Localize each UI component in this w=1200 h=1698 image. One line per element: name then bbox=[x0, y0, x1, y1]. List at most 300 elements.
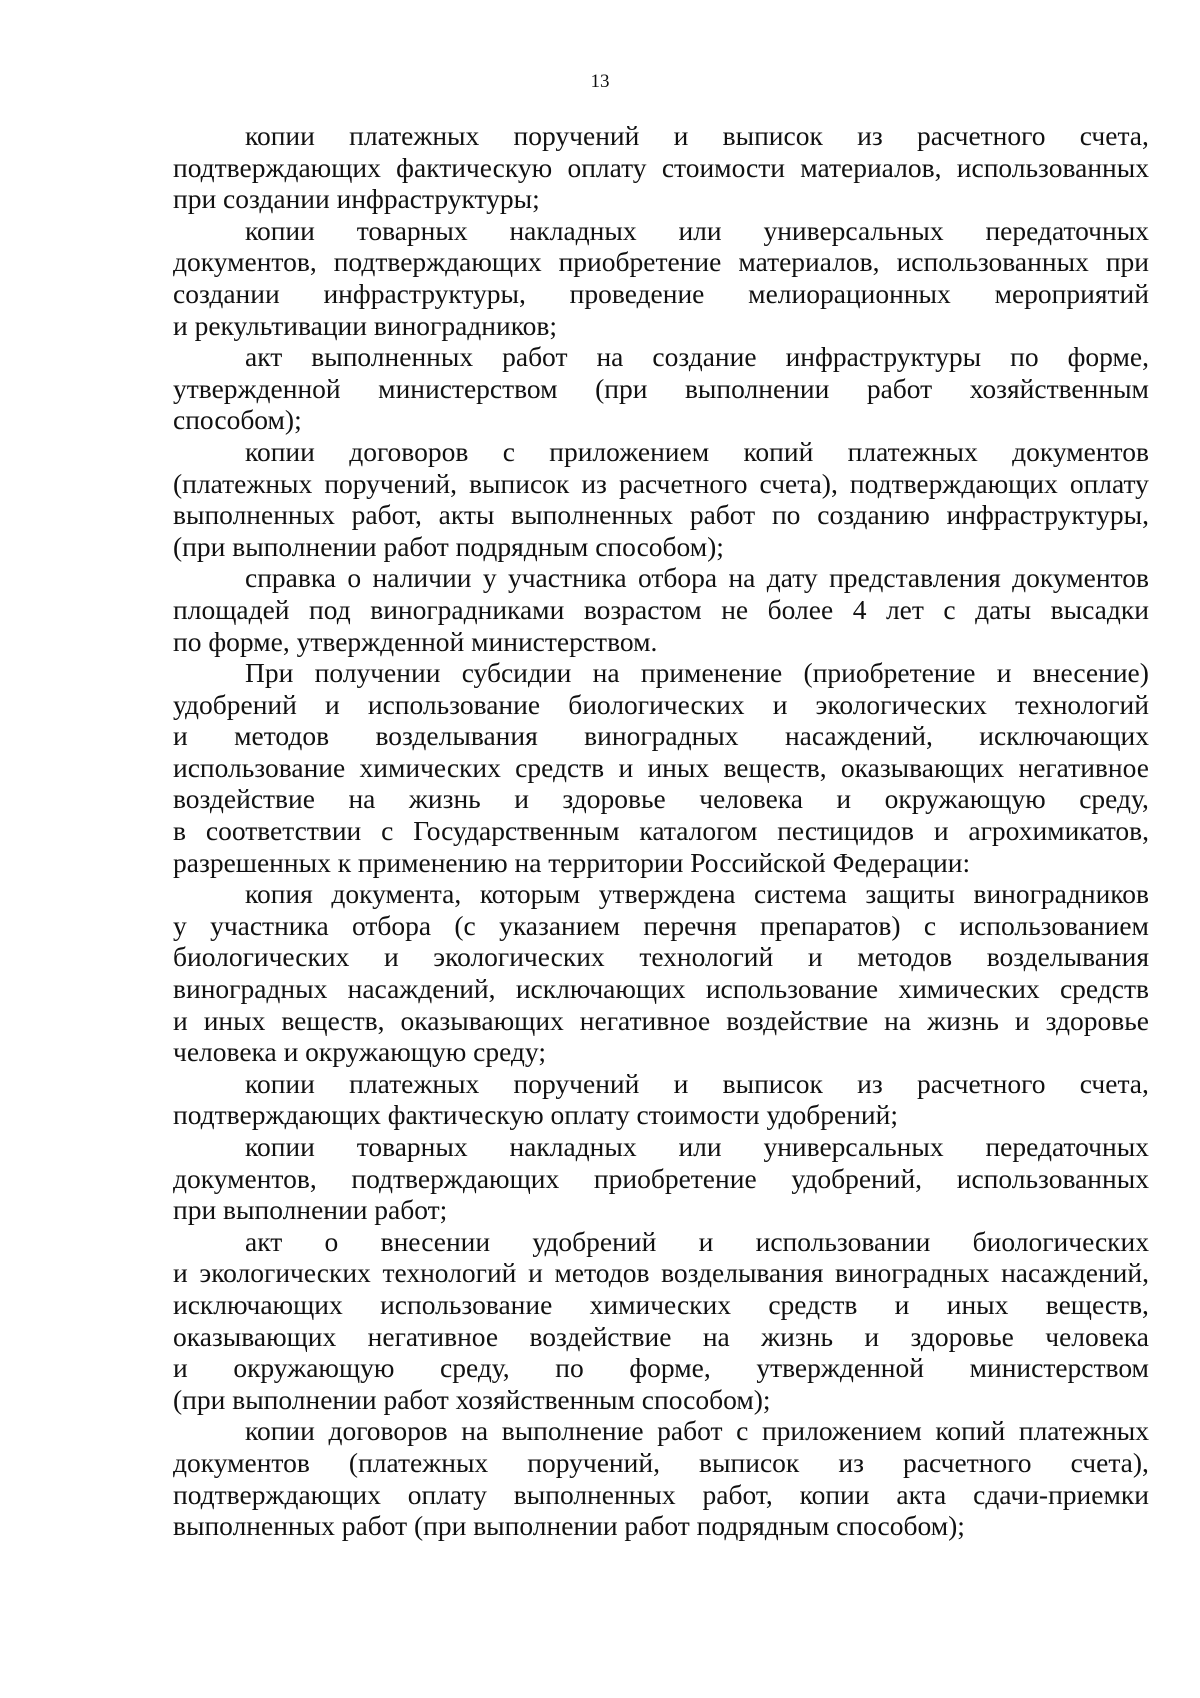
word: поручений, bbox=[324, 467, 457, 499]
word: стоимости bbox=[661, 151, 785, 183]
word: (платежных bbox=[173, 467, 313, 499]
word: пестицидов bbox=[777, 815, 914, 847]
word: исключающих bbox=[979, 720, 1149, 752]
word: (с bbox=[454, 909, 476, 941]
word: окружающую bbox=[233, 1352, 395, 1384]
text-line bbox=[173, 973, 1149, 1005]
word: отбора bbox=[351, 909, 432, 941]
word: работ, bbox=[702, 1478, 773, 1510]
word: акт bbox=[245, 1225, 283, 1257]
word: здоровье bbox=[1045, 1004, 1149, 1036]
word: насаждений, bbox=[1001, 1257, 1149, 1289]
word: подтверждающих bbox=[849, 467, 1058, 499]
word: справка bbox=[245, 562, 337, 594]
word: акты bbox=[438, 499, 495, 531]
word: и bbox=[807, 941, 823, 973]
paragraph bbox=[173, 215, 1149, 341]
word: документов bbox=[173, 1446, 310, 1478]
word: возделывания bbox=[375, 720, 538, 752]
word: удобрений, bbox=[791, 1162, 923, 1194]
word: и bbox=[864, 1320, 880, 1352]
text-line bbox=[173, 215, 1149, 247]
word: не bbox=[721, 593, 749, 625]
word: выписок bbox=[722, 120, 823, 151]
word: лет bbox=[885, 593, 924, 625]
text-line bbox=[173, 1131, 1149, 1163]
text-line bbox=[173, 152, 1149, 184]
text-line bbox=[173, 278, 1149, 310]
word: инфраструктуры bbox=[785, 341, 982, 373]
word: поручений bbox=[513, 120, 640, 151]
word: документа, bbox=[331, 878, 462, 910]
word: и bbox=[772, 688, 788, 720]
word: среду, bbox=[1079, 783, 1149, 815]
word: платежных bbox=[847, 435, 978, 467]
word: создание bbox=[652, 341, 757, 373]
word: субсидии bbox=[461, 657, 572, 689]
word: выполненных bbox=[311, 341, 474, 373]
word: 4 bbox=[852, 593, 867, 625]
paragraph bbox=[173, 1131, 1149, 1226]
word: инфраструктуры, bbox=[323, 277, 526, 309]
word: использование bbox=[380, 1288, 553, 1320]
word: из bbox=[857, 1067, 883, 1099]
word: указанием bbox=[499, 909, 621, 941]
word: применение bbox=[640, 657, 783, 689]
word: из bbox=[838, 1446, 864, 1478]
word: выписок bbox=[699, 1446, 800, 1478]
text-line bbox=[173, 1068, 1149, 1100]
word: документов bbox=[1012, 435, 1149, 467]
word: соответствии bbox=[205, 815, 362, 847]
word: или bbox=[678, 1131, 722, 1162]
word: по bbox=[771, 499, 801, 531]
paragraph bbox=[173, 878, 1149, 1068]
word: форме, bbox=[1067, 341, 1149, 373]
text-line: по форме, утвержденной министерством. bbox=[173, 625, 658, 657]
word: иных bbox=[946, 1288, 1009, 1320]
word: счета), bbox=[759, 467, 838, 499]
word: которым bbox=[479, 878, 581, 910]
word: средств bbox=[1059, 973, 1149, 1005]
text-line bbox=[173, 1289, 1149, 1321]
word: возрастом bbox=[583, 593, 702, 625]
word: человека bbox=[699, 783, 803, 815]
word: участника bbox=[210, 909, 329, 941]
word: из bbox=[581, 467, 607, 499]
word: (при bbox=[595, 372, 648, 404]
word: биологических bbox=[972, 1225, 1149, 1257]
word: сдачи-приемки bbox=[973, 1478, 1149, 1510]
word: с bbox=[923, 909, 937, 941]
word: и bbox=[383, 941, 399, 973]
text-line bbox=[173, 878, 1149, 910]
word: у bbox=[173, 909, 187, 941]
word: оплату bbox=[407, 1478, 487, 1510]
word: создании bbox=[173, 277, 280, 309]
text-line bbox=[173, 657, 1149, 689]
word: технологий bbox=[639, 941, 774, 973]
text-line bbox=[173, 436, 1149, 468]
word: копии bbox=[245, 1067, 315, 1099]
word: среду, bbox=[440, 1352, 510, 1384]
word: и bbox=[996, 657, 1012, 689]
word: методов bbox=[234, 720, 330, 752]
text-line bbox=[173, 1415, 1149, 1447]
text-line: при создании инфраструктуры; bbox=[173, 183, 540, 215]
word: выполнении bbox=[684, 372, 830, 404]
word: материалов, bbox=[800, 151, 942, 183]
word: и bbox=[673, 120, 689, 151]
word: при bbox=[1105, 246, 1149, 278]
word: и bbox=[894, 1288, 910, 1320]
word: воздействие bbox=[726, 1004, 869, 1036]
word: и bbox=[528, 1257, 543, 1289]
word: и bbox=[173, 1257, 188, 1289]
word: подтверждающих bbox=[173, 151, 381, 183]
word: здоровье bbox=[910, 1320, 1014, 1352]
word: копии bbox=[245, 214, 315, 246]
word: по bbox=[555, 1352, 584, 1384]
word: высадки bbox=[1050, 593, 1149, 625]
text-line bbox=[173, 783, 1149, 815]
word: на bbox=[592, 657, 620, 689]
word: негативное bbox=[367, 1320, 499, 1352]
word: наличии bbox=[372, 562, 472, 594]
word: экологических bbox=[433, 941, 605, 973]
word: копии bbox=[245, 120, 315, 151]
word: в bbox=[173, 815, 186, 847]
word: на bbox=[461, 1415, 489, 1447]
word: о bbox=[347, 562, 362, 594]
word: веществ, bbox=[281, 1004, 385, 1036]
word: возделывания bbox=[986, 941, 1149, 973]
word: на bbox=[884, 1004, 912, 1036]
word: технологий bbox=[1015, 688, 1149, 720]
word: и bbox=[1014, 1004, 1030, 1036]
word: выписок bbox=[469, 467, 570, 499]
word: химических bbox=[359, 751, 501, 783]
word: удобрений bbox=[173, 688, 297, 720]
text-line bbox=[173, 1321, 1149, 1353]
word: копии bbox=[245, 1415, 315, 1447]
word: веществ, bbox=[1045, 1288, 1149, 1320]
word: препаратов) bbox=[760, 909, 901, 941]
word: выполненных bbox=[173, 499, 335, 531]
word: (приобретение bbox=[803, 657, 976, 689]
word: документов, bbox=[173, 1162, 317, 1194]
word: защиты bbox=[865, 878, 955, 910]
word: расчетного bbox=[903, 1446, 1032, 1478]
word: с bbox=[502, 435, 515, 467]
word: возделывания bbox=[661, 1257, 824, 1289]
word: система bbox=[754, 878, 847, 910]
word: документов bbox=[1012, 562, 1149, 594]
word: использование bbox=[705, 973, 879, 1005]
word: акта bbox=[896, 1478, 947, 1510]
word: и bbox=[173, 1352, 188, 1384]
word: Государственным bbox=[413, 815, 620, 847]
paragraph bbox=[173, 1415, 1149, 1541]
word: копия bbox=[245, 878, 313, 910]
word: удобрений bbox=[532, 1225, 657, 1257]
word: с bbox=[381, 815, 394, 847]
word: более bbox=[767, 593, 834, 625]
paragraph bbox=[173, 436, 1149, 562]
word: с bbox=[736, 1415, 749, 1447]
word: копии bbox=[245, 1131, 315, 1162]
word: договоров bbox=[349, 435, 469, 467]
word: жизнь bbox=[408, 783, 481, 815]
paragraph bbox=[173, 562, 1149, 657]
word: и bbox=[836, 783, 852, 815]
word: и bbox=[325, 688, 340, 720]
word: товарных bbox=[356, 214, 468, 246]
word: оказывающих bbox=[840, 751, 1005, 783]
word: платежных bbox=[1018, 1415, 1149, 1447]
word: негативное bbox=[579, 1004, 711, 1036]
word: платежных bbox=[349, 120, 480, 151]
text-line bbox=[173, 1479, 1149, 1511]
word: агрохимикатов, bbox=[968, 815, 1149, 847]
word: материалов, bbox=[738, 246, 880, 278]
word: методов bbox=[857, 941, 953, 973]
word: воздействие bbox=[173, 783, 315, 815]
word: оплату bbox=[1069, 467, 1149, 499]
word: и bbox=[933, 815, 949, 847]
word: жизнь bbox=[927, 1004, 999, 1036]
word: использованием bbox=[959, 909, 1149, 941]
word: фактическую bbox=[396, 151, 553, 183]
word: инфраструктуры, bbox=[946, 499, 1149, 531]
word: приобретение bbox=[558, 246, 722, 278]
word: по bbox=[1010, 341, 1039, 373]
word: даты bbox=[975, 593, 1032, 625]
word: поручений, bbox=[527, 1446, 660, 1478]
word: окружающую bbox=[884, 783, 1046, 815]
word: (платежных bbox=[348, 1446, 489, 1478]
text-line bbox=[173, 1163, 1149, 1195]
word: и bbox=[514, 783, 529, 815]
word: веществ, bbox=[723, 751, 827, 783]
text-line bbox=[173, 562, 1149, 594]
word: насаждений, bbox=[784, 720, 933, 752]
word: акт bbox=[245, 341, 283, 373]
word: жизнь bbox=[761, 1320, 834, 1352]
paragraph bbox=[173, 1226, 1149, 1416]
word: работ bbox=[866, 372, 933, 404]
word: выписок bbox=[722, 1067, 823, 1099]
word: виноградных bbox=[173, 973, 328, 1005]
text-line bbox=[173, 752, 1149, 784]
word: работ bbox=[657, 1415, 723, 1447]
word: человека bbox=[1045, 1320, 1149, 1352]
word: накладных bbox=[509, 1131, 637, 1162]
word: оказывающих bbox=[173, 1320, 337, 1352]
word: При bbox=[245, 657, 294, 689]
word: подтверждающих bbox=[173, 1478, 381, 1510]
word: биологических bbox=[568, 688, 745, 720]
text-line bbox=[173, 341, 1149, 373]
word: и bbox=[173, 720, 188, 752]
text-line: подтверждающих фактическую оплату стоимости удобрений; bbox=[173, 1099, 898, 1131]
word: виноградных bbox=[584, 720, 739, 752]
word: использованных bbox=[956, 1162, 1149, 1194]
word: виноградниками bbox=[370, 593, 565, 625]
text-line bbox=[173, 594, 1149, 626]
paragraph bbox=[173, 1068, 1149, 1131]
text-line bbox=[173, 246, 1149, 278]
word: выполненных bbox=[511, 499, 674, 531]
text-line bbox=[173, 468, 1149, 500]
word: и bbox=[618, 751, 634, 783]
word: средств bbox=[515, 751, 605, 783]
text-line bbox=[173, 1352, 1149, 1384]
word: использовании bbox=[755, 1225, 931, 1257]
word: форме, bbox=[629, 1352, 711, 1384]
word: дату bbox=[766, 562, 818, 594]
word: и bbox=[673, 1067, 689, 1099]
word: копии bbox=[245, 435, 315, 467]
word: под bbox=[309, 593, 351, 625]
word: приложением bbox=[549, 435, 710, 467]
word: внесении bbox=[380, 1225, 491, 1257]
paragraph bbox=[173, 341, 1149, 436]
text-line: (при выполнении работ подрядным способом); bbox=[173, 530, 724, 562]
word: на bbox=[596, 341, 624, 373]
word: использование bbox=[367, 688, 541, 720]
word: воздействие bbox=[529, 1320, 672, 1352]
word: представления bbox=[829, 562, 1001, 594]
text-line bbox=[173, 815, 1149, 847]
word: получении bbox=[314, 657, 441, 689]
word: передаточных bbox=[985, 1131, 1149, 1162]
word: платежных bbox=[349, 1067, 480, 1099]
word: выполнение bbox=[501, 1415, 644, 1447]
word: каталогом bbox=[639, 815, 758, 847]
word: здоровье bbox=[562, 783, 666, 815]
word: оказывающих bbox=[400, 1004, 564, 1036]
word: поручений bbox=[513, 1067, 640, 1099]
word: химических bbox=[589, 1288, 731, 1320]
word: товарных bbox=[356, 1131, 468, 1162]
word: оплату bbox=[567, 151, 647, 183]
word: иных bbox=[203, 1004, 266, 1036]
document-body bbox=[173, 120, 1149, 1542]
word: приобретение bbox=[593, 1162, 757, 1194]
word: копий bbox=[935, 1415, 1006, 1447]
text-line bbox=[173, 499, 1149, 531]
paragraph bbox=[173, 657, 1149, 878]
word: виноградников bbox=[973, 878, 1149, 910]
word: созданию bbox=[817, 499, 930, 531]
word: утвержденной bbox=[756, 1352, 924, 1384]
word: использованных bbox=[956, 151, 1149, 183]
word: мероприятий bbox=[994, 277, 1149, 309]
word: проведение bbox=[569, 277, 705, 309]
text-line bbox=[173, 910, 1149, 942]
word: исключающих bbox=[173, 1288, 343, 1320]
word: и bbox=[173, 1004, 188, 1036]
text-line: способом); bbox=[173, 404, 302, 436]
word: у bbox=[482, 562, 497, 594]
word: документов, bbox=[173, 246, 317, 278]
word: расчетного bbox=[917, 1067, 1046, 1099]
word: технологий bbox=[382, 1257, 517, 1289]
word: утверждена bbox=[598, 878, 736, 910]
word: средств bbox=[768, 1288, 858, 1320]
word: приложением bbox=[761, 1415, 922, 1447]
word: копии bbox=[799, 1478, 870, 1510]
word: копий bbox=[743, 435, 814, 467]
word: выполненных bbox=[513, 1478, 676, 1510]
word: отбора bbox=[637, 562, 718, 594]
page-number: 13 bbox=[590, 71, 610, 92]
word: мелиорационных bbox=[748, 277, 951, 309]
word: работ, bbox=[351, 499, 422, 531]
text-line: и рекультивации виноградников; bbox=[173, 309, 558, 341]
word: на bbox=[702, 1320, 730, 1352]
word: утвержденной bbox=[173, 372, 341, 404]
word: экологических bbox=[199, 1257, 371, 1289]
word: подтверждающих bbox=[351, 1162, 560, 1194]
word: и bbox=[698, 1225, 714, 1257]
word: счета, bbox=[1079, 1067, 1149, 1099]
word: площадей bbox=[173, 593, 290, 625]
text-line: разрешенных к применению на территории Российской Федерации: bbox=[173, 846, 971, 878]
word: хозяйственным bbox=[969, 372, 1149, 404]
word: из bbox=[857, 120, 883, 151]
word: счета, bbox=[1079, 120, 1149, 151]
word: на bbox=[348, 783, 376, 815]
text-line bbox=[173, 120, 1149, 152]
word: насаждений, bbox=[347, 973, 496, 1005]
word: передаточных bbox=[985, 214, 1149, 246]
text-line bbox=[173, 373, 1149, 405]
word: расчетного bbox=[619, 467, 748, 499]
word: подтверждающих bbox=[333, 246, 542, 278]
word: или bbox=[678, 214, 722, 246]
text-line: при выполнении работ; bbox=[173, 1194, 448, 1226]
word: негативное bbox=[1018, 751, 1149, 783]
word: методов bbox=[554, 1257, 650, 1289]
word: иных bbox=[647, 751, 710, 783]
word: счета), bbox=[1070, 1446, 1149, 1478]
text-line bbox=[173, 1257, 1149, 1289]
text-line: человека и окружающую среду; bbox=[173, 1036, 546, 1068]
word: экологических bbox=[815, 688, 987, 720]
text-line bbox=[173, 720, 1149, 752]
text-line: (при выполнении работ хозяйственным способом); bbox=[173, 1383, 771, 1415]
word: использованных bbox=[896, 246, 1089, 278]
word: исключающих bbox=[515, 973, 686, 1005]
word: накладных bbox=[509, 214, 637, 246]
word: участника bbox=[507, 562, 627, 594]
word: министерством bbox=[378, 372, 558, 404]
word: работ bbox=[689, 499, 756, 531]
text-line bbox=[173, 689, 1149, 721]
word: виноградных bbox=[835, 1257, 990, 1289]
word: о bbox=[324, 1225, 339, 1257]
word: перечня bbox=[643, 909, 737, 941]
word: расчетного bbox=[917, 120, 1046, 151]
text-line: выполненных работ (при выполнении работ подрядным способом); bbox=[173, 1510, 965, 1542]
text-line bbox=[173, 1447, 1149, 1479]
word: договоров bbox=[328, 1415, 448, 1447]
word: биологических bbox=[173, 941, 350, 973]
word: химических bbox=[898, 973, 1040, 1005]
text-line bbox=[173, 941, 1149, 973]
